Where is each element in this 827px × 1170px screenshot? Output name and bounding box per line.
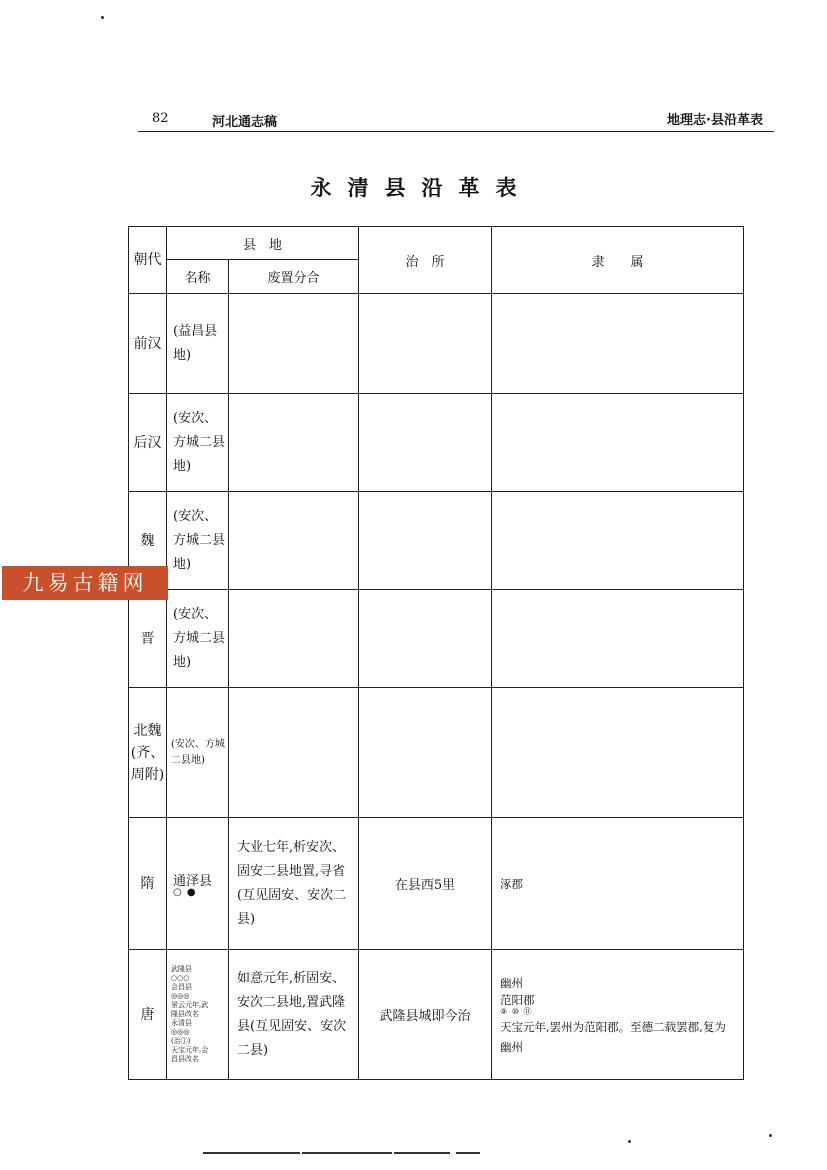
name-line: ○○○ [171, 974, 190, 982]
header-rule [138, 131, 774, 132]
table-row [129, 818, 744, 950]
name-line: ◎◎◎ [171, 992, 190, 1000]
changes-cell [229, 492, 359, 590]
seat-cell [359, 492, 492, 590]
changes-cell [229, 294, 359, 394]
name-line: 天宝元年,会 [171, 1046, 209, 1054]
footer-rule [203, 1152, 300, 1154]
evolution-table [128, 226, 744, 1080]
col-header-changes: 废置分合 [229, 260, 359, 294]
affiliation-cell [492, 688, 744, 818]
col-header-dynasty: 朝代 [129, 227, 167, 294]
scan-speck [769, 1134, 772, 1137]
name-cell: (安次、方城二县地) [167, 688, 229, 818]
book-title: 河北通志稿 [212, 115, 278, 130]
dynasty-cell: 前汉 [129, 294, 167, 394]
dynasty-cell: 魏 [129, 492, 167, 590]
affiliation-cell [492, 590, 744, 688]
col-header-seat: 治 所 [359, 227, 492, 294]
changes-cell: 如意元年,析固安、安次二县地,置武隆县(互见固安、安次二县) [229, 950, 359, 1080]
dynasty-cell: 北魏(齐、周附) [129, 688, 167, 818]
affiliation-cell [492, 950, 744, 1080]
seat-cell [359, 394, 492, 492]
name-line: 景云元年,武 [171, 1001, 209, 1009]
table-row [129, 294, 744, 394]
affiliation-marks: ⑨ ⑩ ⑪ [500, 1006, 533, 1016]
changes-cell [229, 590, 359, 688]
dynasty-cell: 后汉 [129, 394, 167, 492]
footer-rule [302, 1152, 392, 1154]
name-line: 隆县改名 [171, 1010, 199, 1018]
changes-cell [229, 688, 359, 818]
footer-rule [456, 1152, 480, 1154]
name-cell [167, 818, 229, 950]
name-cell [167, 950, 229, 1080]
county-name: 通泽县 [173, 873, 213, 889]
watermark-banner [2, 566, 168, 600]
page-number: 82 [152, 111, 169, 126]
name-line: 昌县改名 [171, 1055, 199, 1063]
name-line: 武隆县 [171, 965, 192, 973]
dynasty-cell: 隋 [129, 818, 167, 950]
table-title: 永清县沿革表 [310, 175, 533, 200]
name-cell: (安次、方城二县地) [167, 492, 229, 590]
affiliation-line: 天宝元年,罢州为范阳郡。至德二载罢郡,复为幽州 [500, 1019, 726, 1054]
affiliation-cell [492, 294, 744, 394]
affiliation-cell [492, 394, 744, 492]
name-line: 会昌县 [171, 983, 192, 991]
col-header-name: 名称 [167, 260, 229, 294]
table-row [129, 688, 744, 818]
section-title: 地理志·县沿革表 [667, 113, 763, 128]
seat-cell [359, 688, 492, 818]
table-row [129, 492, 744, 590]
scan-speck [101, 16, 104, 19]
seat-cell: 武隆县城即今治 [359, 950, 492, 1080]
name-line: (治①) [171, 1037, 191, 1045]
scan-speck [628, 1140, 631, 1143]
name-line: 永清县 [171, 1019, 192, 1027]
table-row [129, 590, 744, 688]
watermark-text: 九易古籍网 [22, 571, 148, 595]
affiliation-line: 范阳郡 [500, 992, 535, 1007]
table-row [129, 950, 744, 1080]
affiliation-line: 幽州 [500, 975, 524, 990]
dynasty-cell: 唐 [129, 950, 167, 1080]
affiliation-cell [492, 492, 744, 590]
col-header-county-land: 县 地 [167, 227, 359, 260]
affiliation-cell: 涿郡 [492, 818, 744, 950]
col-header-affiliation: 隶 属 [492, 227, 744, 294]
name-cell: (安次、方城二县地) [167, 394, 229, 492]
seat-cell [359, 294, 492, 394]
footer-rule [394, 1152, 450, 1154]
table-row [129, 394, 744, 492]
changes-cell: 大业七年,析安次、固安二县地置,寻省(互见固安、安次二县) [229, 818, 359, 950]
seat-cell [359, 590, 492, 688]
name-cell: (安次、方城二县地) [167, 590, 229, 688]
changes-cell [229, 394, 359, 492]
name-line: ◎◎◎ [171, 1028, 190, 1036]
seat-cell: 在县西5里 [359, 818, 492, 950]
name-cell: (益昌县地) [167, 294, 229, 394]
dynasty-cell: 晋 [129, 590, 167, 688]
county-name-marks: ○ ● [173, 886, 197, 898]
